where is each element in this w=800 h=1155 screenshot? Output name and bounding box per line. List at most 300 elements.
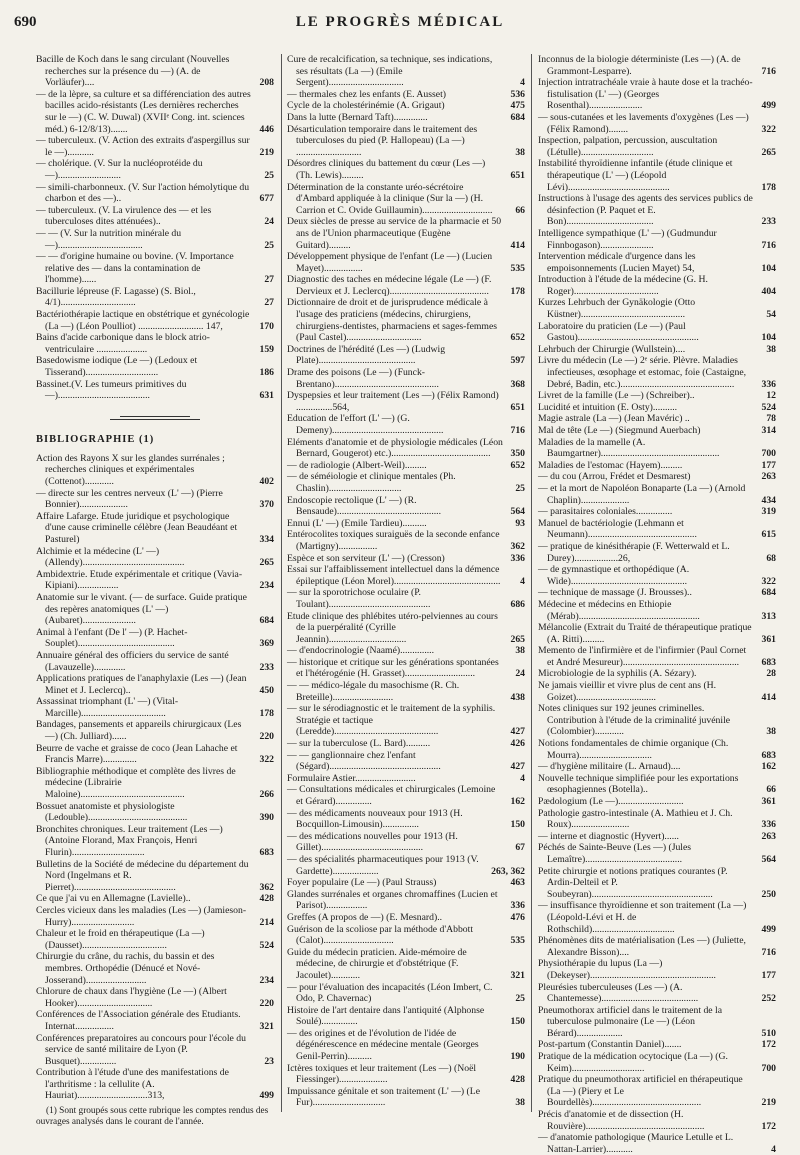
entry-page: 434 (761, 494, 776, 506)
entry-page: 25 (515, 993, 525, 1005)
entry-text: Ictères toxiques et leur traitement (Les —) (Noël Fiessinger).................... (287, 1062, 477, 1086)
entry-page: 190 (510, 1051, 525, 1063)
column-2 (287, 54, 525, 1109)
index-entry (538, 413, 776, 425)
entry-page: 499 (761, 100, 776, 112)
entry-text: Bibliographie méthodique et complète des livres de médecine (Librairie Maloine)........................................... (36, 765, 236, 801)
entry-text: Instructions à l'usage des agents des services publics de désinfection (P. Paquet et E. Bon).................................... (538, 193, 753, 228)
index-entry (538, 761, 776, 773)
entry-text: Greffes (A propos de —) (E. Mesnard).. (287, 911, 443, 923)
entry-page: 615 (761, 529, 776, 541)
entry-page: 214 (259, 916, 274, 928)
entry-page: 104 (761, 332, 776, 344)
index-entry (36, 951, 274, 986)
entry-page: 38 (515, 645, 525, 657)
entry-page: 4 (520, 77, 525, 89)
entry-page: 683 (761, 656, 776, 668)
entry-page: 24 (515, 668, 525, 680)
index-entry (287, 460, 525, 472)
index-entry (287, 1063, 525, 1086)
entry-text: Annuaire général des officiers du service de santé (Lavauzelle)............. (36, 649, 229, 673)
entry-text: — d'hygiène militaire (L. Arnaud).... (538, 761, 681, 773)
entry-text: — historique et critique sur les générations spontanées et l'hétérogénie (H. Grasset)............................. (287, 656, 499, 680)
entry-page: 38 (766, 343, 776, 355)
entry-page: 23 (264, 1055, 274, 1067)
entry-page: 321 (510, 969, 525, 981)
index-entry (538, 425, 776, 437)
entry-page: 4 (771, 1143, 776, 1155)
index-entry (538, 112, 776, 135)
index-entry (287, 611, 525, 646)
index-entry (287, 158, 525, 181)
entry-page: 38 (515, 1097, 525, 1109)
index-entries-b (36, 54, 274, 402)
index-entry (36, 986, 274, 1009)
entry-page: 321 (259, 1020, 274, 1032)
entry-text: Basedowisme iodique (Le —) (Ledoux et Tisserand).............................. (36, 355, 198, 379)
entry-text: — sur la sporotrichose oculaire (P. Toulant).......................................... (287, 587, 431, 610)
index-entry (538, 77, 776, 112)
index-entry (538, 355, 776, 390)
entry-text: Ambidextrie. Etude expérimentale et critique (Vavia-Kipiani)................. (36, 568, 243, 592)
entry-text: Affaire Lafarge. Etude juridique et psychologique d'une cause criminelle célèbre (Jean Beaudéant et Pasturel) (36, 510, 238, 545)
column-1 (36, 54, 274, 1128)
entry-page: 535 (510, 262, 525, 274)
index-entry (538, 297, 776, 320)
index-entry (36, 182, 274, 205)
entry-page: 208 (259, 77, 274, 89)
entry-page: 220 (259, 731, 274, 743)
entry-text: — — d'origine humaine ou bovine. (V. Importance relative des — dans la contamination de l'homme)...... (36, 251, 234, 286)
entry-text: Memento de l'infirmière et de l'infirmier (Paul Cornet et André Mesureur)................................................ (538, 645, 747, 668)
index-entry (538, 1005, 776, 1040)
entry-page: 252 (761, 993, 776, 1005)
entry-page: 234 (259, 974, 274, 986)
entry-page: 78 (766, 413, 776, 425)
entry-text: Entérocolites toxiques suraiguës de la seconde enfance (Martigny)................ (287, 529, 500, 552)
column-divider (281, 54, 282, 1112)
index-entry (287, 182, 525, 217)
entry-page: 428 (510, 1074, 525, 1086)
entry-text: Glandes surrénales et organes chromaffines (Lucien et Parisot)................. (287, 888, 498, 912)
index-entry (36, 673, 274, 696)
index-entry (538, 437, 776, 460)
index-entry (287, 912, 525, 924)
index-entry (287, 437, 525, 460)
entry-text: — du cou (Arrou, Frédet et Desmarest) (538, 471, 691, 483)
index-entry (538, 703, 776, 738)
index-entry (538, 773, 776, 796)
entry-text: Applications pratiques de l'anaphylaxie (Les —) (Jean Minet et J. Leclercq).. (36, 673, 247, 696)
entry-page: 12 (766, 390, 776, 402)
entry-page: 27 (264, 274, 274, 286)
entry-text: — simili-charbonneux. (V. Sur l'action hémolytique du charbon et des —).. (36, 181, 250, 205)
index-entry (36, 158, 274, 181)
index-entry (287, 854, 525, 877)
entry-text: Deux siècles de presse au service de la pharmacie et 50 ans de l'Union pharmaceutique (Eugène Guitard)......... (287, 216, 502, 251)
entry-text: Histoire de l'art dentaire dans l'antiquité (Alphonse Soulé)............... (287, 1004, 485, 1028)
entry-text: — sous-cutanées et les lavements d'oxygènes (Les —) (Félix Ramond)........ (538, 111, 749, 135)
index-entry (538, 54, 776, 77)
entry-text: Eléments d'anatomie et de physiologie médicales (Léon Bernard, Gougerot) etc.)......................................... (287, 436, 503, 460)
index-entry (538, 158, 776, 193)
entry-page: 686 (510, 598, 525, 610)
entry-text: Education de l'effort (L' —) (G. Demeny).............................................. (287, 413, 444, 436)
entry-text: Magie astrale (La —) (Jean Mavéric) .. (538, 413, 690, 425)
entry-text: Pratique du pneumothorax artificiel en thérapeutique (La —) (Piery et Le Bourdellès)............................................. (538, 1074, 743, 1109)
entry-page: 677 (259, 193, 274, 205)
index-entry (538, 1039, 776, 1051)
entry-text: Espèce et son serviteur (L' —) (Cresson) (287, 552, 445, 564)
entry-page: 362 (259, 881, 274, 893)
index-entry (538, 1074, 776, 1109)
index-entry (287, 100, 525, 112)
entry-page: 683 (761, 749, 776, 761)
entry-page: 319 (761, 506, 776, 518)
entry-page: 716 (761, 946, 776, 958)
entry-page: 362 (510, 540, 525, 552)
entry-text: — — médico-légale du masochisme (R. Ch. Breteille)......................... (287, 680, 460, 703)
index-entry (36, 89, 274, 135)
entry-text: Bronchites chroniques. Leur traitement (Les —) (Antoine Florand, Max François, Henri Flurin).............................. (36, 823, 223, 858)
entry-text: Ne jamais vieillir et vivre plus de cent ans (H. Goizet)................................. (538, 680, 717, 703)
entry-text: Formulaire Astier......................... (287, 772, 416, 784)
index-entry (287, 54, 525, 89)
entry-page: 233 (761, 216, 776, 228)
index-entry (538, 831, 776, 843)
entry-page: 24 (264, 216, 274, 228)
entry-text: — sur le sérodiagnostic et le traitement de la syphilis. Stratégie et tactique (Leredde)........................................... (287, 703, 496, 738)
index-entry (287, 924, 525, 947)
entry-page: 170 (259, 320, 274, 332)
entry-text: — de séméiologie et clinique mentales (Ph. Chaslin).............................. (287, 471, 456, 494)
index-entry (36, 650, 274, 673)
entry-text: — technique de massage (J. Brousses).. (538, 587, 692, 599)
index-entry (538, 668, 776, 680)
index-entry (287, 124, 525, 159)
entry-text: Bassinet.(V. Les tumeurs primitives du —)...................................... (36, 378, 187, 402)
index-entry (287, 1086, 525, 1109)
index-entry (538, 866, 776, 901)
entry-text: Développement physique de l'enfant (Le —) (Lucien Mayet)................ (287, 251, 493, 274)
entry-text: — de la lèpre, sa culture et sa différenciation des autres bacilles acido-résistants (Les dernières recherches sur le —) (C. W. Duwal) (XVIIᵉ Cong. int. sciences méd.) 6-12/8/13)....... (36, 88, 251, 135)
entry-page: 524 (761, 401, 776, 413)
entry-text: Endoscopie rectolique (L' —) (R. Bensaude)........................................... (287, 494, 442, 518)
section-rule (120, 416, 190, 417)
entry-page: 336 (510, 900, 525, 912)
entry-page: 336 (761, 378, 776, 390)
entry-text: Etude clinique des phlébites utéro-pelviennes au cours de la puerpéralité (Cyrille Jeannin)................................ (287, 610, 498, 645)
entry-text: Précis d'anatomie et de dissection (H. Rouvière)................................................. (538, 1109, 705, 1132)
running-title: LE PROGRÈS MÉDICAL (295, 14, 505, 30)
entry-text: Désarticulation temporaire dans le traitement des tuberculoses du pied (P. Hallopeau) (La —) ........................... (287, 123, 478, 158)
index-entry (287, 564, 525, 587)
entry-page: 25 (264, 239, 274, 251)
index-entry (538, 599, 776, 622)
index-entry (287, 808, 525, 831)
entry-text: Nouvelle technique simplifiée pour les exportations œsophagiennes (Botella).. (538, 772, 739, 796)
entry-page: 28 (766, 668, 776, 680)
index-entry (287, 216, 525, 251)
index-entry (538, 541, 776, 564)
index-entry (36, 719, 274, 742)
index-entry (287, 1005, 525, 1028)
index-entry (538, 1051, 776, 1074)
entry-text: Détermination de la constante uréo-sécrétoire d'Ambard appliquée à la clinique (Sur la —) (H. Carrion et C. Ovide Guillaumin)............................. (287, 181, 493, 216)
entry-page: 266 (259, 789, 274, 801)
entry-text: — — ganglionnaire chez l'enfant (Ségard).............................................. (287, 749, 441, 773)
entry-page: 150 (510, 819, 525, 831)
entry-page: 172 (761, 1120, 776, 1132)
entry-page: 684 (761, 587, 776, 599)
entry-text: Ce que j'ai vu en Allemagne (Lavielle).. (36, 893, 191, 905)
entry-text: — pratique de kinésithérapie (F. Wetterwald et L. Durey)..................26, (538, 540, 730, 564)
index-entry (36, 332, 274, 355)
entry-text: Dictionnaire de droit et de jurisprudence médicale à l'usage des praticiens (médecins, chirurgiens, chirurgiens-dentistes, pharmaciens et sages-femmes (Paul Castel)............................... (287, 297, 498, 344)
page-number: 690 (14, 14, 37, 30)
entry-text: Pneumothorax artificiel dans le traitement de la tuberculose pulmonaire (Le —) (Léon Bérard)................... (538, 1004, 722, 1039)
index-entry (287, 877, 525, 889)
index-entry (287, 587, 525, 610)
entry-page: 510 (761, 1027, 776, 1039)
index-entry (538, 193, 776, 228)
entry-page: 263 (761, 830, 776, 842)
index-entry (36, 801, 274, 824)
entry-page: 427 (510, 726, 525, 738)
entry-page: 684 (259, 615, 274, 627)
entry-text: Cycle de la cholestérinémie (A. Grigaut) (287, 100, 445, 112)
entry-text: Livre du médecin (Le —) 2ᵉ série. Plèvre. Maladies infectieuses, œsophage et estomac, foie (Castaigne, Debré, Badin, etc.)............................................... (538, 355, 747, 390)
index-entry (36, 1067, 274, 1102)
entry-page: 652 (510, 459, 525, 471)
index-entry (287, 529, 525, 552)
entry-text: Laboratoire du praticien (Le —) (Paul Gastou).................................................. (538, 320, 699, 344)
index-entry (36, 309, 274, 332)
index-entry (287, 553, 525, 565)
index-entry (287, 89, 525, 101)
index-entry (538, 842, 776, 865)
entry-page: 313 (761, 610, 776, 622)
entry-page: 716 (510, 425, 525, 436)
entry-text: Dans la lutte (Bernard Taft).............. (287, 111, 428, 123)
entry-text: Animal à l'enfant (De l' —) (P. Hachet-Souplet)........................................ (36, 626, 188, 650)
entry-text: Doctrines de l'hérédité (Les —) (Ludwig Plate)........................................ (287, 343, 446, 367)
index-entry (538, 402, 776, 414)
entry-page: 476 (510, 911, 525, 923)
index-entry (36, 569, 274, 592)
entry-text: — des origines et de l'évolution de l'idée de dégénérescence en médecine mentale (Georges Genil-Perrin).......... (287, 1027, 479, 1063)
entry-page: 38 (515, 146, 525, 158)
entry-page: 220 (259, 997, 274, 1009)
index-entry (36, 205, 274, 228)
index-entry (36, 696, 274, 719)
entry-text: — des médications nouvelles pour 1913 (H. Gillet).......................................... (287, 830, 458, 854)
index-entry (538, 935, 776, 958)
entry-text: Maladies de la mamelle (A. Baumgartner)................................................. (538, 436, 720, 460)
entry-page: 150 (510, 1016, 525, 1028)
entry-page: 427 (510, 761, 525, 773)
entry-page: 4 (520, 575, 525, 587)
entry-page: 314 (761, 425, 776, 436)
entry-text: Chirurgie du crâne, du rachis, du bassin et des membres. Orthopédie (Dénucé et Nové-Josserand)......................... (36, 951, 215, 986)
index-entry (287, 274, 525, 297)
entry-text: Chaleur et le froid en thérapeutique (La —) (Dausset)................................... (36, 928, 205, 951)
entry-page: 404 (761, 285, 776, 297)
index-entry (538, 738, 776, 761)
column-3 (538, 54, 776, 1155)
entry-text: Bandages, pansements et appareils chirurgicaux (Les —) (Ch. Julliard)...... (36, 719, 242, 743)
entry-text: Diagnostic des taches en médecine légale (Le —) (F. Dervieux et J. Leclercq)......................................... (287, 274, 492, 297)
entry-page: 334 (259, 533, 274, 545)
entry-text: Désordres cliniques du battement du cœur (Les —) (Th. Lewis)......... (287, 158, 486, 181)
index-entry (287, 367, 525, 390)
entry-page: 652 (510, 332, 525, 344)
entry-page: 499 (259, 1090, 274, 1102)
entry-page: 234 (259, 580, 274, 592)
entry-page: 651 (510, 401, 525, 413)
entry-text: — tuberculeux. (V. La virulence des — et les tuberculoses dites atténuées).. (36, 204, 212, 228)
entry-text: — tuberculeux. (V. Action des extraits d'aspergillus sur le —)........... (36, 135, 250, 158)
index-entry (36, 893, 274, 905)
entry-page: 263 (761, 471, 776, 483)
entry-text: Inspection, palpation, percussion, auscultation (Létulle).............................. (538, 135, 718, 158)
index-entry (287, 738, 525, 750)
entry-text: Lucidité et intuition (E. Osty).......... (538, 401, 678, 413)
entry-page: 499 (761, 923, 776, 935)
index-entry (287, 413, 525, 436)
index-entry (36, 488, 274, 511)
entry-page: 93 (515, 517, 525, 529)
entry-text: — cholérique. (V. Sur la nucléoprotéide du —).......................... (36, 158, 203, 181)
index-entry (287, 390, 525, 413)
index-entry (538, 460, 776, 472)
index-entry (36, 905, 274, 928)
entry-page: 450 (259, 684, 274, 696)
entry-text: Physiothérapie du lupus (La —) (Dekeyser).................................................... (538, 958, 716, 981)
index-entry (538, 321, 776, 344)
entry-page: 700 (761, 1062, 776, 1074)
entry-text: Inconnus de la biologie déterministe (Les —) (A. de Grammont-Lesparre). (538, 54, 741, 77)
entry-text: — interne et diagnostic (Hyvert)...... (538, 830, 679, 842)
entry-text: — d'anatomie pathologique (Maurice Letulle et L. Nattan-Larrier)........... (538, 1132, 734, 1155)
entry-text: — directe sur les centres nerveux (L' —) (Pierre Bonnier).................... (36, 487, 223, 511)
index-entry (538, 680, 776, 703)
entry-text: Intelligence sympathique (L' —) (Gudmundur Finnbogason)...................... (538, 227, 717, 251)
entry-page: 475 (510, 100, 525, 112)
index-entry (36, 453, 274, 488)
entry-page: 716 (761, 65, 776, 77)
index-entry (36, 54, 274, 89)
entry-page: 177 (761, 459, 776, 471)
index-entry (36, 546, 274, 569)
entry-page: 27 (264, 297, 274, 309)
entry-page: 178 (761, 181, 776, 193)
entry-page: 265 (761, 146, 776, 158)
entry-page: 233 (259, 661, 274, 673)
entry-text: Essai sur l'affaiblissement intellectuel dans la démence épileptique (Léon Morel)............................................ (287, 564, 501, 587)
entry-page: 438 (510, 691, 525, 703)
index-entry (287, 982, 525, 1005)
entry-page: 631 (259, 390, 274, 402)
index-entry (36, 627, 274, 650)
entry-page: 322 (761, 575, 776, 587)
entry-page: 446 (259, 123, 274, 135)
entry-text: Pratique de la médication ocytocique (La —) (G. Keim).............................. (538, 1051, 728, 1074)
entry-page: 524 (259, 939, 274, 951)
entry-page: 463 (510, 877, 525, 889)
entry-text: Assassinat triomphant (L' —) (Vital-Marcille)................................... (36, 696, 179, 719)
entry-page: 390 (259, 812, 274, 824)
entry-page: 66 (766, 784, 776, 796)
entry-page: 219 (761, 1097, 776, 1109)
entry-page: 178 (510, 285, 525, 297)
entry-page: 426 (510, 738, 525, 750)
entry-page: 38 (766, 726, 776, 738)
entry-text: Conférences preparatoires au concours pour l'école du service de santé militaire de Lyon (P. Busquet)............... (36, 1032, 246, 1067)
index-entry (287, 784, 525, 807)
entry-page: 250 (761, 888, 776, 900)
entry-text: — Consultations médicales et chirurgicales (Lemoine et Gérard)............... (287, 784, 496, 807)
entry-text: Cure de recalcification, sa technique, ses indications, ses résultats (La —) (Emile Sergent)............................... (287, 54, 493, 89)
entry-page: 684 (510, 111, 525, 123)
index-entry (36, 592, 274, 627)
index-entry (36, 511, 274, 546)
index-entry (538, 390, 776, 402)
entry-text: Bossuet anatomiste et physiologiste (Ledouble)......................................... (36, 800, 188, 824)
index-entry (538, 1109, 776, 1132)
entry-text: Guide du médecin praticien. Aide-mémoire de médecine, de chirurgie et d'obstétrique (F. Jacoulet)............ (287, 946, 467, 981)
entry-text: Phénomènes dits de matérialisation (Les —) (Juliette, Alexandre Bisson).... (538, 935, 746, 958)
index-entry (287, 750, 525, 773)
entry-page: 361 (761, 633, 776, 645)
entry-page: 162 (510, 796, 525, 807)
entry-page: 700 (761, 448, 776, 460)
entry-text: — pour l'évaluation des incapacités (Léon Imbert, C. Odo, P. Chavernac) (287, 981, 493, 1005)
entry-text: Bacille de Koch dans le sang circulant (Nouvelles recherches sur la présence du —) (A. de Vorläufer).... (36, 54, 230, 89)
index-entry (538, 900, 776, 935)
index-entry (538, 274, 776, 297)
entry-page: 219 (259, 146, 274, 158)
entry-page: 162 (761, 761, 776, 773)
index-entry (287, 518, 525, 530)
entry-page: 54 (766, 309, 776, 321)
index-entry (538, 982, 776, 1005)
column-divider (531, 54, 532, 1112)
entry-text: Ennui (L' —) (Emile Tardieu).......... (287, 517, 427, 529)
index-entry (538, 622, 776, 645)
entry-page: 536 (510, 88, 525, 100)
entry-text: Cercles vicieux dans les maladies (Les —) (Jamieson-Hurry).......................... (36, 904, 247, 928)
entry-text: Anatomie sur le vivant. (— de surface. Guide pratique des repères anatomiques (L' —) (Aubaret)...................... (36, 591, 247, 627)
entry-text: Notes cliniques sur 192 jeunes criminelles. Contribution à l'étude de la criminalité juvénile (Colombier)............ (538, 703, 731, 738)
entry-text: Guérison de la scoliose par la méthode d'Abbott (Calot)............................. (287, 923, 474, 947)
index-entry (538, 506, 776, 518)
index-entry (287, 112, 525, 124)
entry-text: Mélancolie (Extrait du Traité de thérapeutique pratique (A. Ritti)......... (538, 622, 752, 645)
entry-text: Contribution à l'étude d'une des manifestations de l'arthritisme : la cellulite (A. Hauriat).............................313, (36, 1067, 229, 1102)
footnote: (1) Sont groupés sous cette rubrique les comptes rendus des ouvrages analysés dans le courant de l'année. (36, 1106, 269, 1128)
index-entry (36, 743, 274, 766)
entry-text: Chlorure de chaux dans l'hygiène (Le —) (Albert Hooker)............................... (36, 986, 227, 1009)
index-entry (287, 657, 525, 680)
section-title: BIBLIOGRAPHIE (1) (36, 433, 155, 445)
index-entry (287, 645, 525, 657)
entry-text: Post-partum (Constantin Daniel)....... (538, 1039, 682, 1051)
entry-page: 263, 362 (491, 865, 525, 877)
entry-page: 361 (761, 796, 776, 807)
entry-page: 683 (259, 847, 274, 858)
entry-page: 428 (259, 893, 274, 905)
